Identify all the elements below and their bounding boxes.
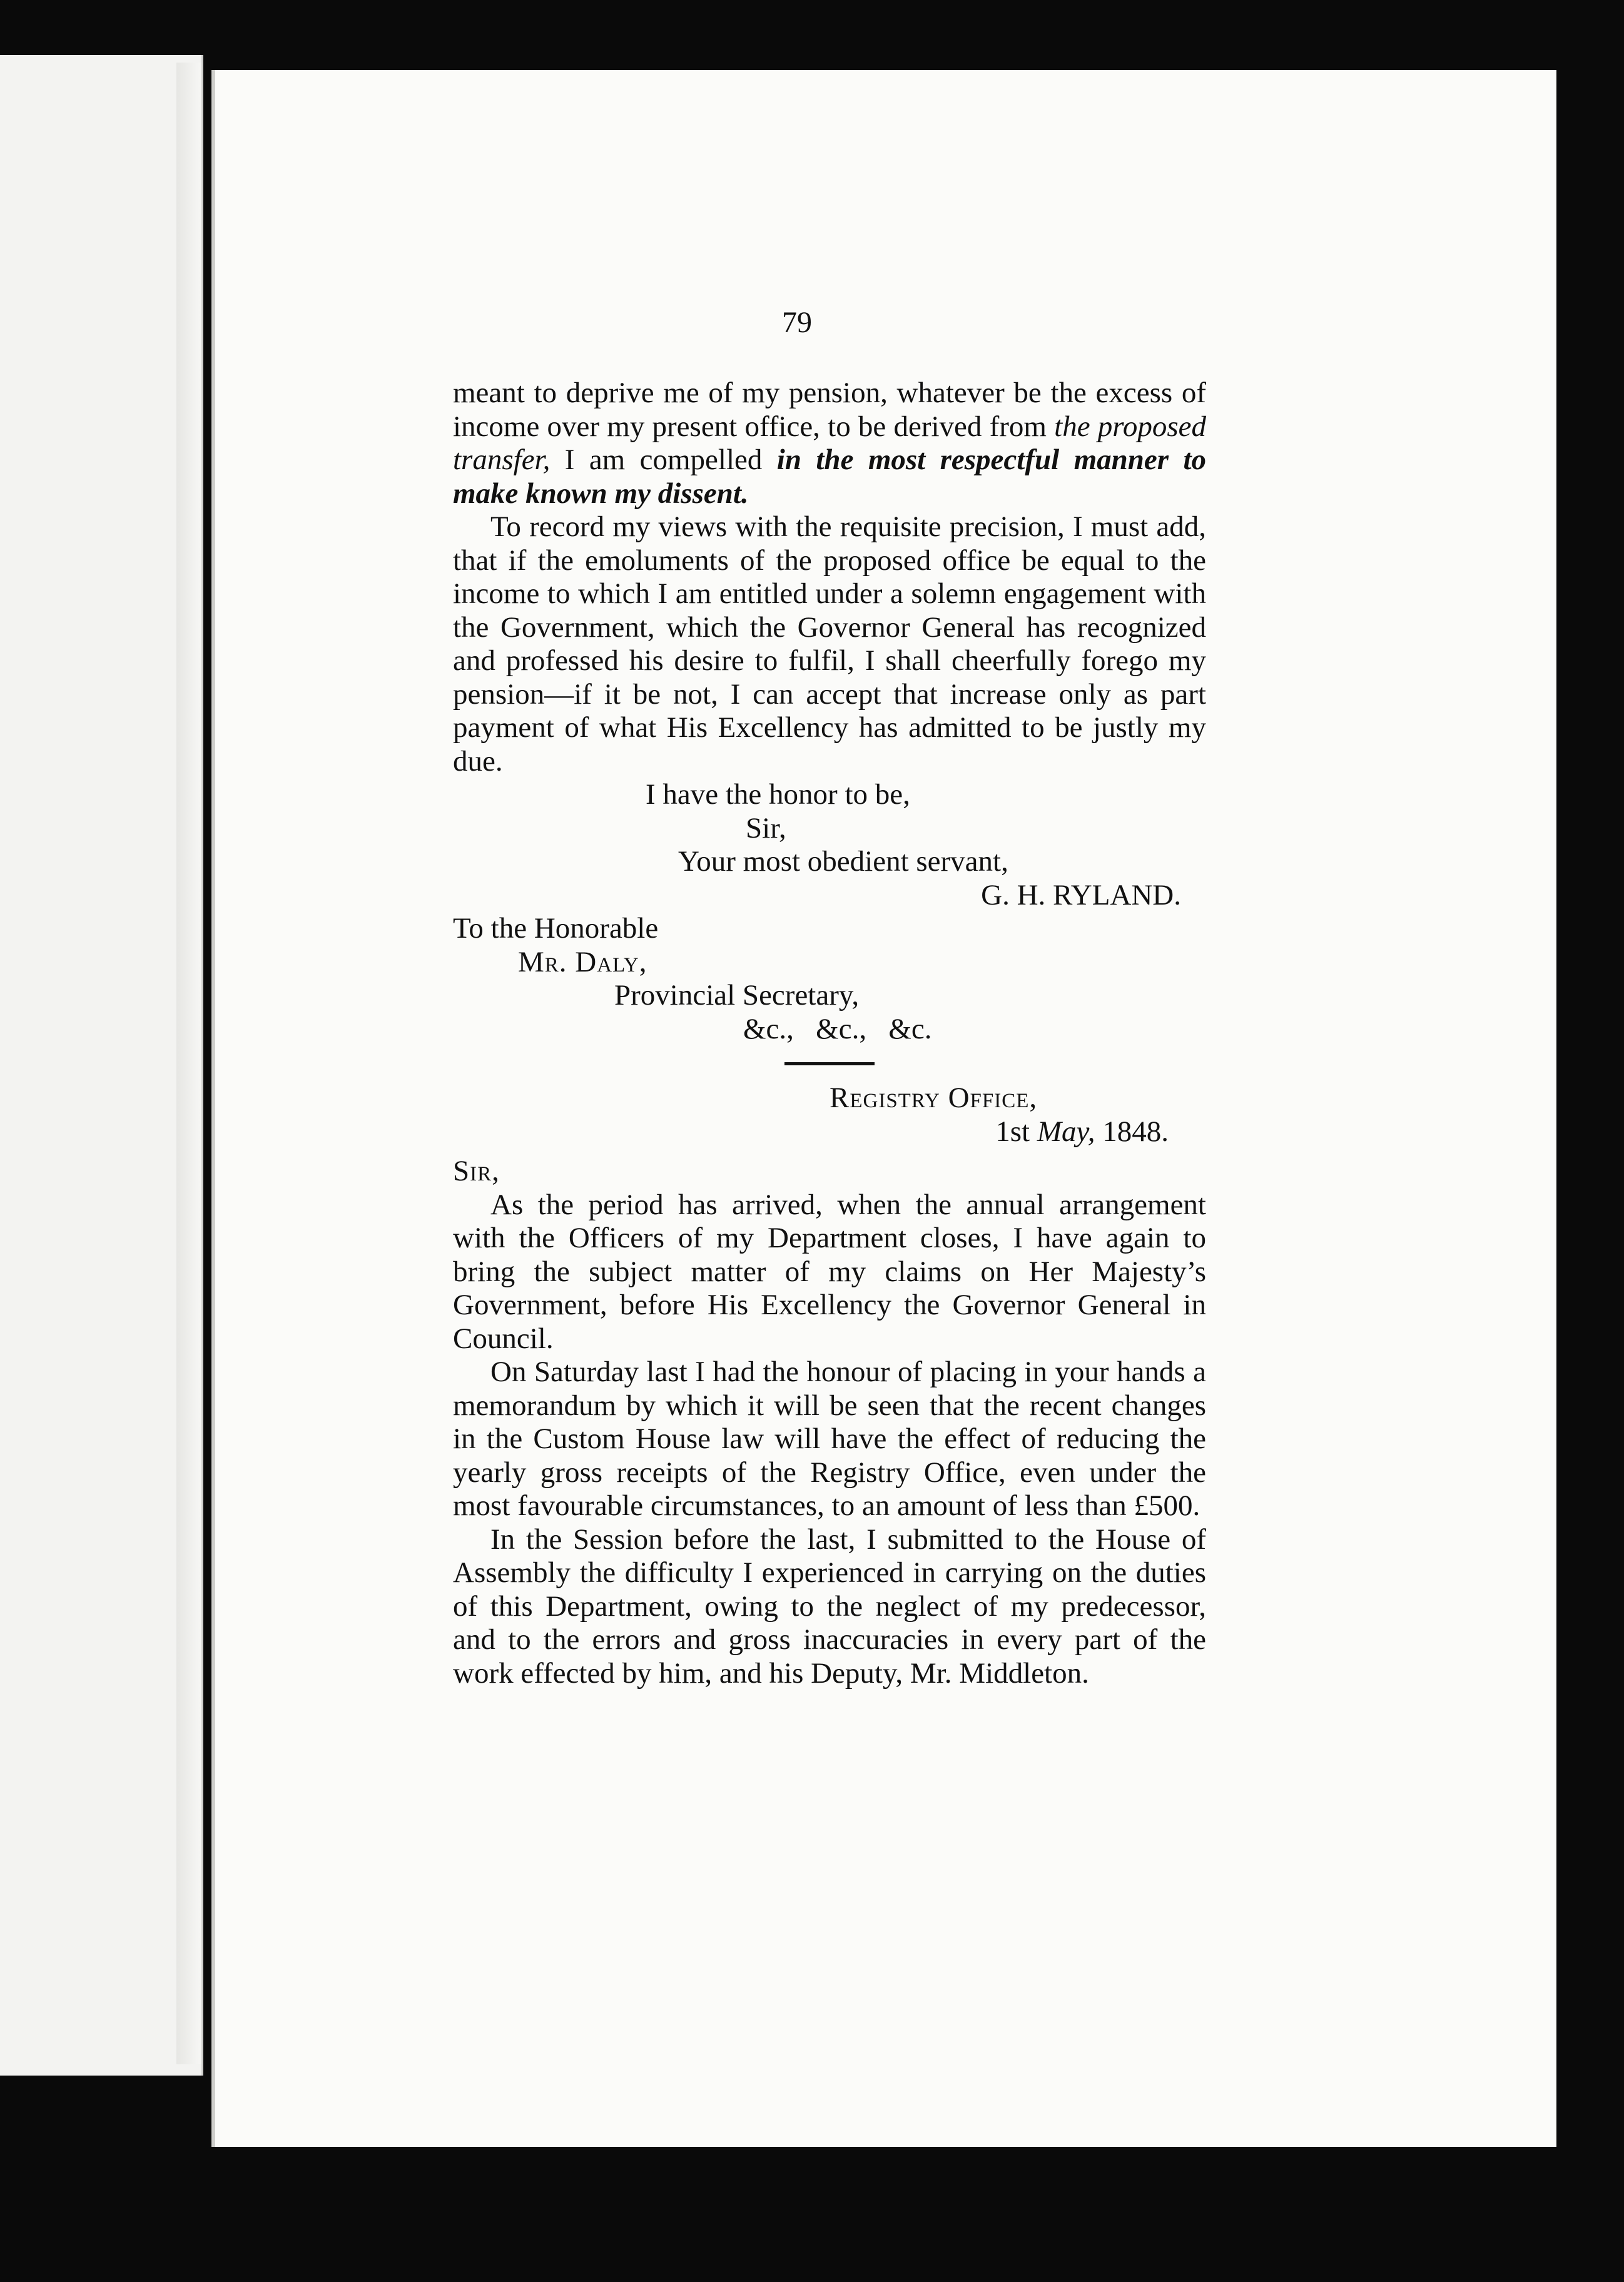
closing-servant: Your most obedient servant,: [678, 845, 1008, 878]
recipient-address: [453, 912, 1206, 1046]
para1-text: meant to deprive me of my pension, whatever be the excess of income over my present office, to be derived from: [453, 377, 1206, 443]
para1-text-2: I am compelled: [550, 444, 777, 476]
para1-italic: the proposed transfer,: [453, 410, 1206, 476]
paragraph-4: On Saturday last I had the honour of placing in your hands a memorandum by which it will be seen that the recent changes in the Custom House law will have the effect of reducing the yearly gross receipts of the Registry Office, even under the most favourable circumstances, to an amount of less than £500.: [453, 1356, 1206, 1522]
paragraph-5: In the Session before the last, I submitted to the House of Assembly the difficulty I experienced in carrying on the duties of this Department, owing to the neglect of my predecessor, and to the errors and gross inaccuracies in every part of the work effected by him, and his Deputy, Mr. Middleton.: [453, 1523, 1206, 1690]
date-day: 1st: [995, 1115, 1037, 1148]
para1-emphasis: in the most respectful manner to make known my dissent.: [453, 444, 1207, 510]
signature: G. H. RYLAND.: [981, 878, 1181, 911]
salutation: Sir,: [453, 1155, 500, 1187]
address-etc: &c., &c., &c.: [743, 1012, 932, 1045]
date-month: May,: [1037, 1115, 1095, 1148]
address-title: Provincial Secretary,: [614, 979, 860, 1012]
closing-sir: Sir,: [746, 811, 786, 844]
paragraph-1: [453, 377, 1206, 510]
closing-honor: I have the honor to be,: [646, 778, 910, 811]
left-page: [0, 55, 203, 2076]
address-name: Mr. Daly,: [518, 945, 647, 978]
letter-date: [453, 1115, 1206, 1149]
section-divider: [784, 1062, 875, 1065]
paragraph-3: As the period has arrived, when the annual arrangement with the Officers of my Department closes, I have again to bring the subject matter of my claims on Her Majesty’s Government, before His Excellency the Governor General in Council.: [453, 1188, 1206, 1355]
page-number: 79: [782, 306, 812, 339]
letter-closing: [453, 778, 1206, 912]
address-to: To the Honorable: [453, 912, 659, 945]
page-text: [453, 377, 1206, 1690]
office-name: Registry Office,: [830, 1082, 1038, 1114]
date-year: 1848.: [1095, 1115, 1169, 1148]
left-page-edge: [176, 63, 201, 2064]
letter-header: [453, 1082, 1206, 1149]
paragraph-2: To record my views with the requisite precision, I must add, that if the emoluments of the proposed office be equal to the income to which I am entitled under a solemn engagement with the Government, which the Governor General has recognized and professed his desire to fulfil, I shall cheerfully forego my pension—if it be not, I can accept that increase only as part payment of what His Excellency has admitted to be justly my due.: [453, 510, 1206, 778]
